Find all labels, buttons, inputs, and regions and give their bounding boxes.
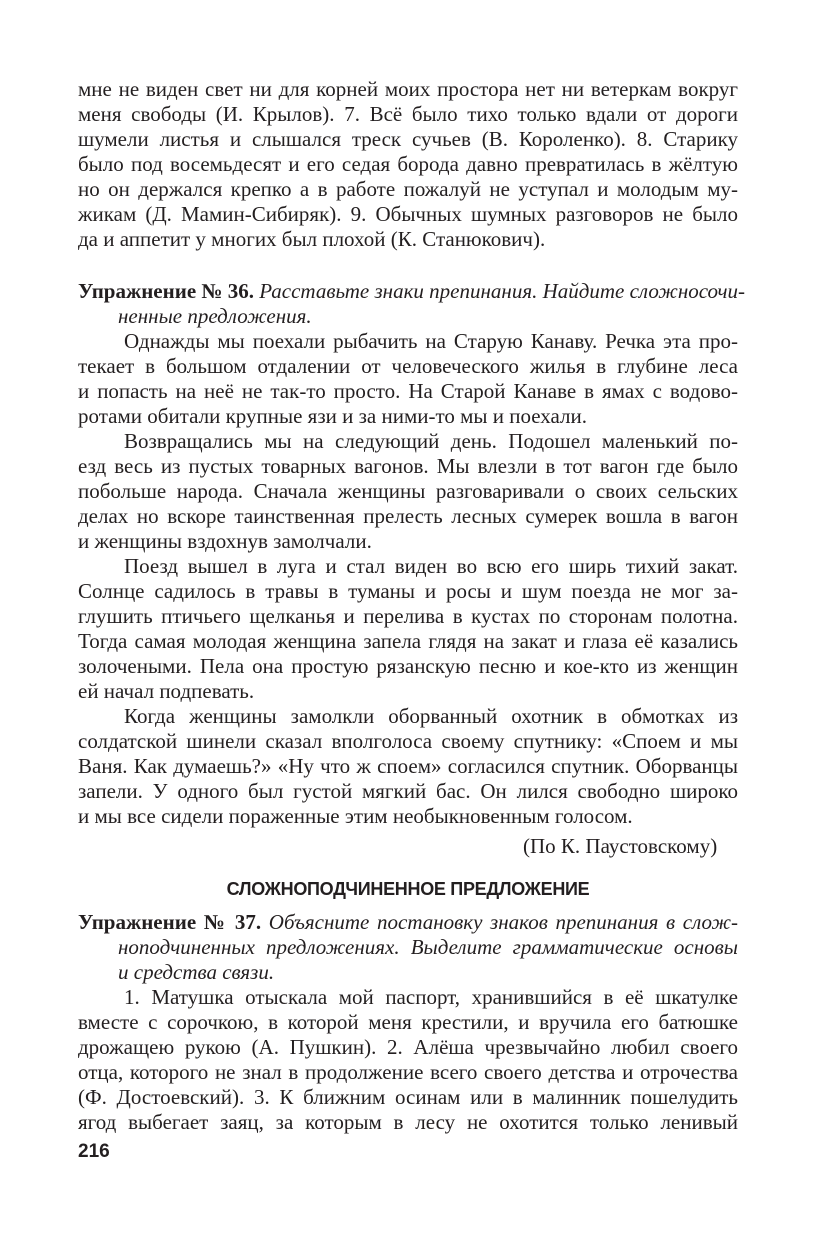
exercise-37-task-cont: ноподчиненных предложениях. Выделите грамматические основы <box>118 935 738 959</box>
text-line: езд весь из пустых товарных вагонов. Мы влезли в тот вагон где было <box>78 454 738 478</box>
text-line: солдатской шинели сказал вполголоса своему спутнику: «Споем и мы <box>78 729 738 753</box>
text-line: было под восемьдесят и его седая борода давно превратилась в жёлтую <box>78 152 738 176</box>
text-line: и женщины вздохнув замолчали. <box>78 529 372 553</box>
section-heading: СЛОЖНОПОДЧИНЕННОЕ ПРЕДЛОЖЕНИЕ <box>226 879 590 899</box>
text-line: 1. Матушка отыскала мой паспорт, хранившийся в её шкатулке <box>124 985 738 1009</box>
text-line: делах но вскоре таинственная прелесть лесных сумерек вошла в вагон <box>78 504 738 528</box>
exercise-36-header <box>78 279 746 304</box>
text-line: Солнце садилось в травы в туманы и росы и шум поезда не мог за- <box>78 579 738 603</box>
exercise-37-task: Объясните постановку знаков препинания в слож- <box>268 910 738 934</box>
text-line: Ваня. Как думаешь?» «Ну что ж споем» согласился спутник. Оборванцы <box>78 754 738 778</box>
source-attribution: (По К. Паустовскому) <box>523 834 718 858</box>
text-line: и мы все сидели пораженные этим необыкновенным голосом. <box>78 804 633 828</box>
text-line: ротами обитали крупные язи и за ними-то мы и поехали. <box>78 404 587 428</box>
text-line: мне не виден свет ни для корней моих простора нет ни ветеркам вокруг <box>78 77 738 101</box>
text-line: ей начал подпевать. <box>78 679 255 703</box>
text-line: золочеными. Пела она простую рязанскую песню и кое-кто из женщин <box>78 654 738 678</box>
text-line: шумели листья и слышался треск сучьев (В. Короленко). 8. Старику <box>78 127 738 151</box>
text-line: текает в большом отдалении от человеческого жилья в глубине леса <box>78 354 738 378</box>
text-line: дрожащею рукою (А. Пушкин). 2. Алёша чрезвычайно любил своего <box>78 1035 738 1059</box>
text-line: Когда женщины замолкли оборванный охотник в обмотках из <box>124 704 738 728</box>
exercise-36-label: Упражнение № 36. <box>78 279 254 303</box>
text-line: (Ф. Достоевский). 3. К ближним осинам или в малинник пошелудить <box>78 1085 738 1109</box>
text-line: Однажды мы поехали рыбачить на Старую Канаву. Речка эта про- <box>124 329 738 353</box>
exercise-37-header <box>78 910 738 935</box>
text-line: побольше народа. Сначала женщины разговаривали о своих сельских <box>78 479 738 503</box>
text-line: меня свободы (И. Крылов). 7. Всё было тихо только вдали от дороги <box>78 102 738 126</box>
exercise-37-label: Упражнение № 37. <box>78 910 262 934</box>
text-line: вместе с сорочкою, в которой меня крестили, и вручила его батюшке <box>78 1010 738 1034</box>
text-line: ягод выбегает заяц, за которым в лесу не охотится только ленивый <box>78 1110 738 1134</box>
text-line: но он держался крепко а в работе пожалуй не уступал и молодым му- <box>78 177 738 201</box>
text-line: Возвращались мы на следующий день. Подошел маленький по- <box>124 429 738 453</box>
exercise-37-task-cont: и средства связи. <box>118 960 275 984</box>
exercise-36-task: Расставьте знаки препинания. Найдите сложносочи- <box>259 279 746 303</box>
text-line: и попасть на неё не так-то просто. На Старой Канаве в ямах с водово- <box>78 379 738 403</box>
text-line: отца, которого не знал в продолжение всего своего детства и отрочества <box>78 1060 738 1084</box>
exercise-36-task-cont: ненные предложения. <box>118 304 312 328</box>
text-line: Тогда самая молодая женщина запела глядя на закат и глаза её казались <box>78 629 738 653</box>
page-number: 216 <box>78 1141 110 1162</box>
text-line: да и аппетит у многих был плохой (К. Станюкович). <box>78 227 546 251</box>
text-line: Поезд вышел в луга и стал виден во всю его ширь тихий закат. <box>124 554 738 578</box>
text-line: глушить птичьего щелканья и перелива в кустах по сторонам полотна. <box>78 604 738 628</box>
text-line: запели. У одного был густой мягкий бас. Он лился свободно широко <box>78 779 738 803</box>
text-line: жикам (Д. Мамин-Сибиряк). 9. Обычных шумных разговоров не было <box>78 202 738 226</box>
